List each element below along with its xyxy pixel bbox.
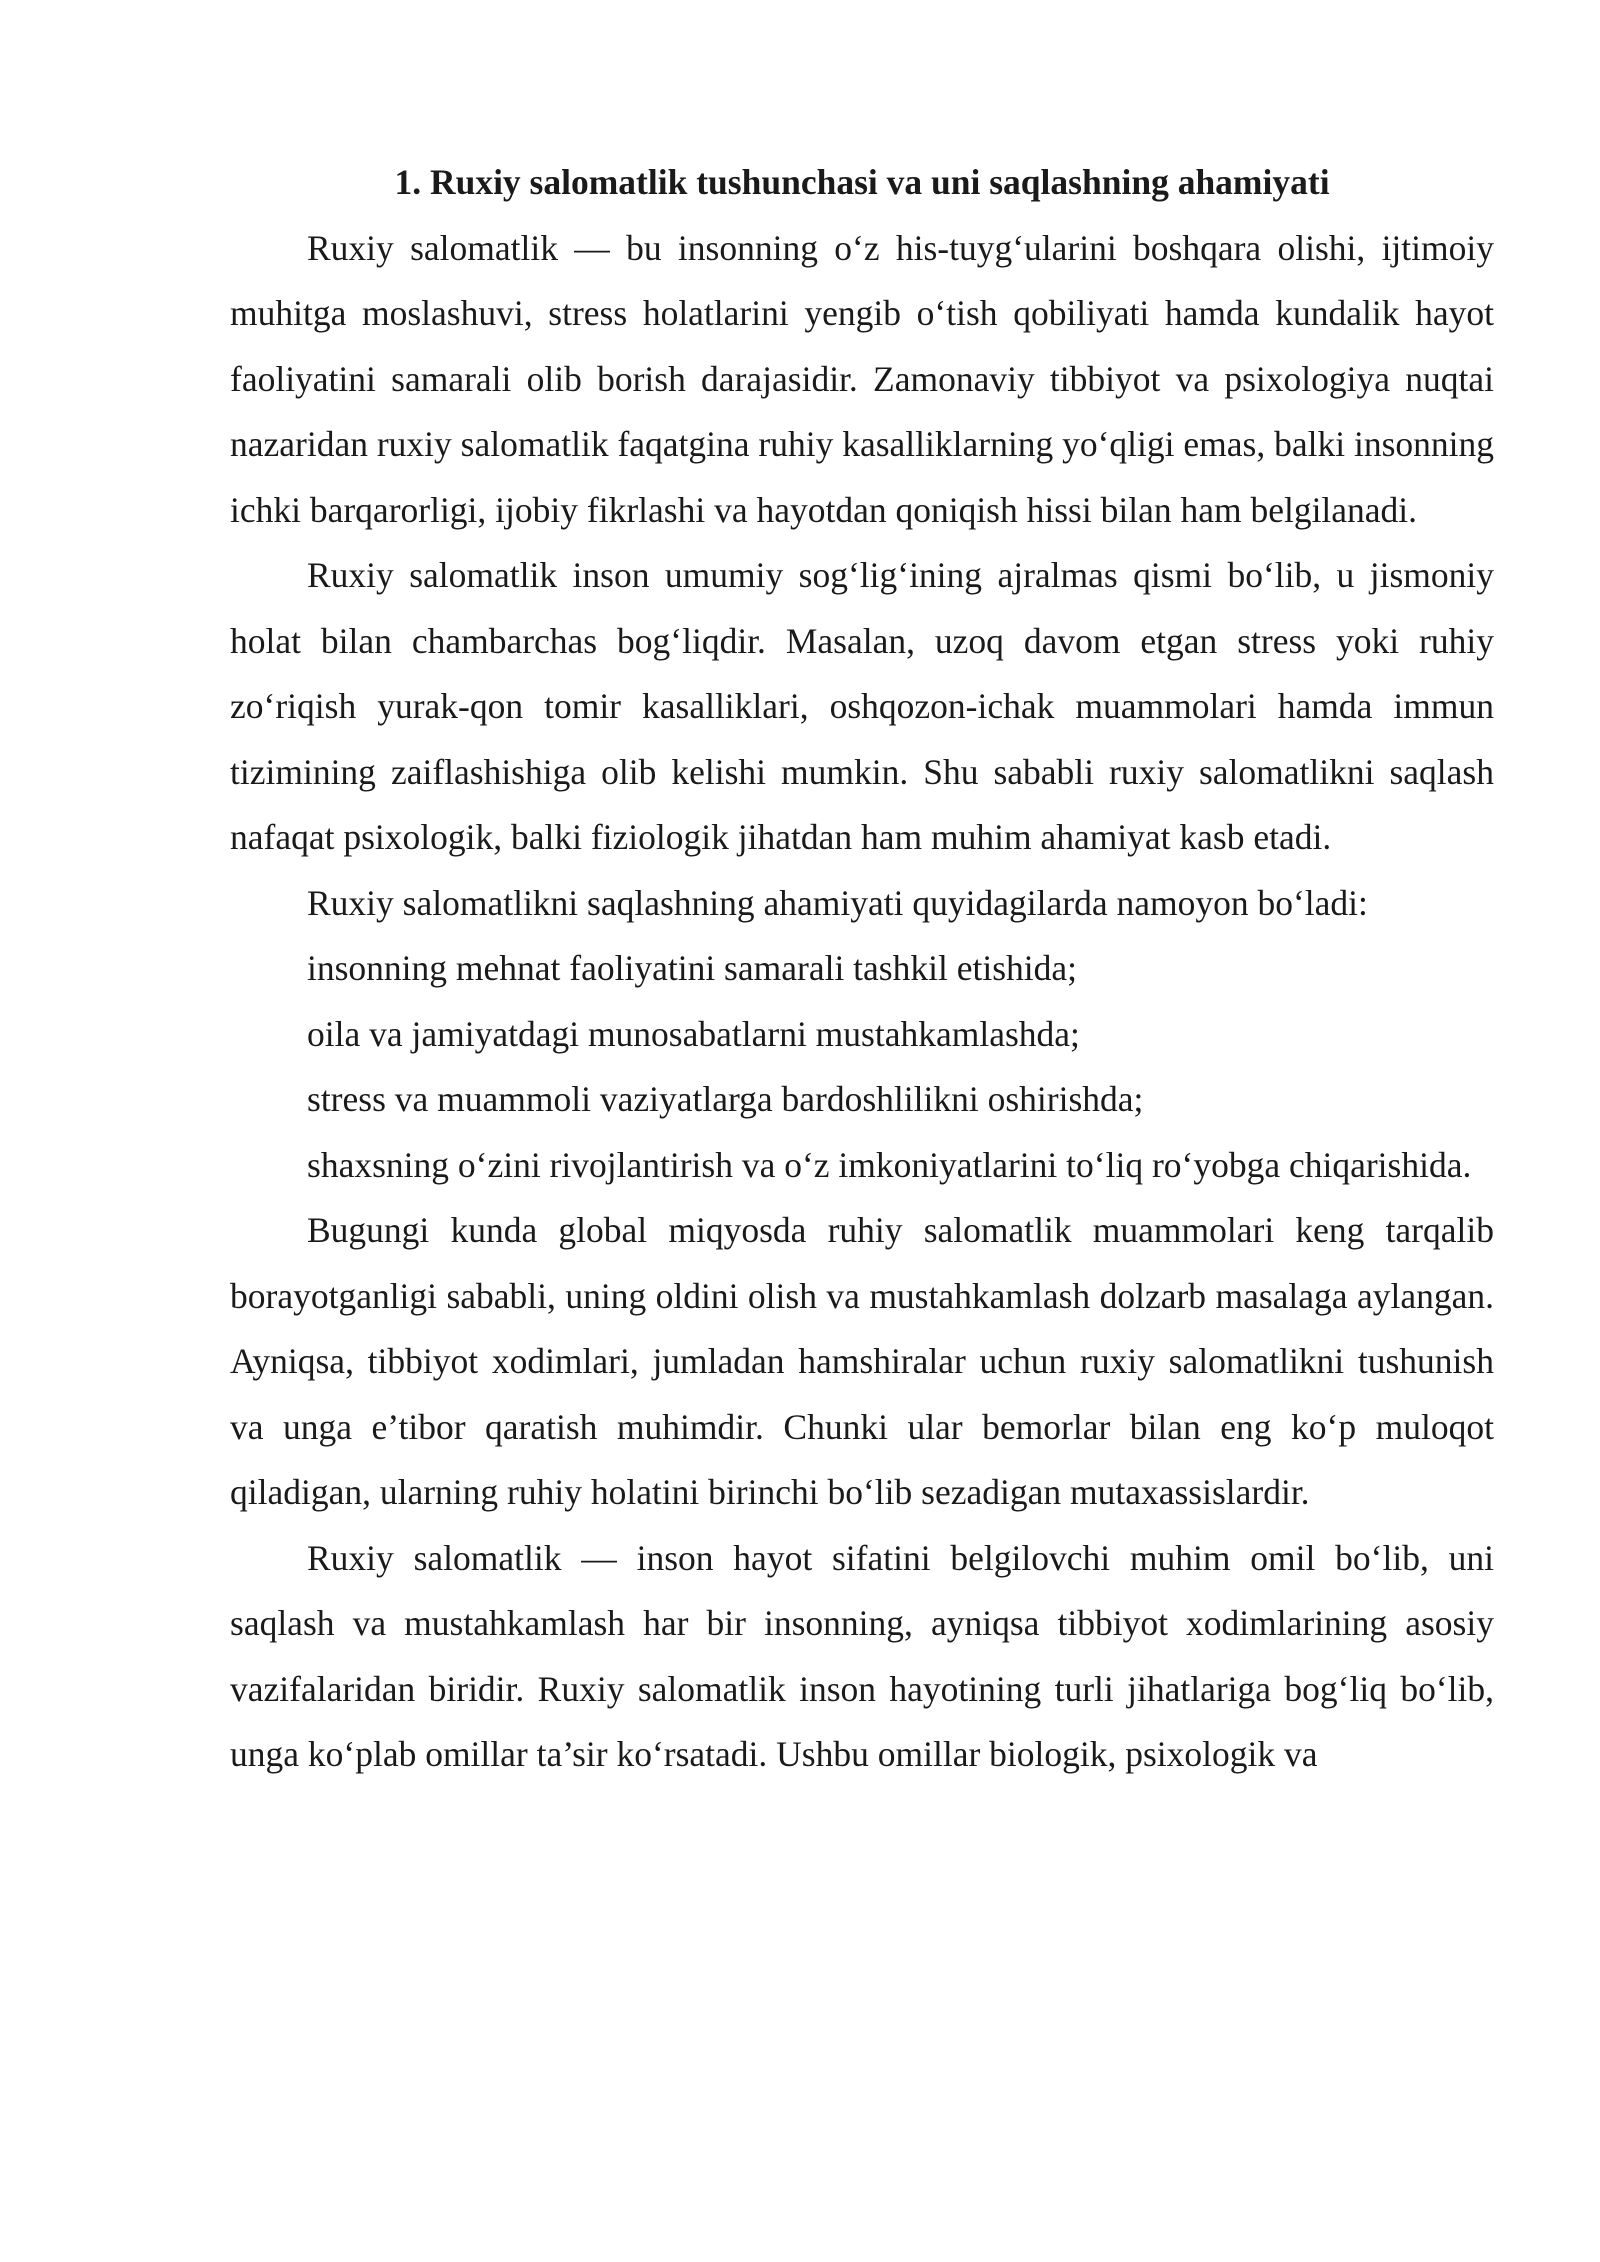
paragraph-definition: Ruxiy salomatlik — bu insonning o‘z his-tuyg‘ularini boshqara olishi, ijtimoiy muhitga moslashuvi, stress holatlarini yengib o‘tish qobiliyati hamda kundalik hayot faoliyatini samarali olib borish darajasidir. Zamonaviy tibbiyot va psixologiya nuqtai nazaridan ruxiy salomatlik faqatgina ruhiy kasalliklarning yo‘qligi emas, balki insonning ichki barqarorligi, ijobiy fikrlashi va hayotdan qoniqish hissi bilan ham belgilanadi. bbox=[230, 227, 1494, 530]
document-page bbox=[230, 150, 1494, 1788]
paragraph-physical-link: Ruxiy salomatlik inson umumiy sog‘lig‘ining ajralmas qismi bo‘lib, u jismoniy holat bilan chambarchas bog‘liqdir. Masalan, uzoq davom etgan stress yoki ruhiy zo‘riqish yurak-qon tomir kasalliklari, oshqozon-ichak muammolari hamda immun tizimining zaiflashishiga olib kelishi mumkin. Shu sababli ruxiy salomatlikni saqlash nafaqat psixologik, balki fiziologik jihatdan ham muhim ahamiyat kasb etadi. bbox=[230, 555, 1494, 857]
paragraph-quality-of-life: Ruxiy salomatlik — inson hayot sifatini belgilovchi muhim omil bo‘lib, uni saqlash va mustahkamlash har bir insonning, ayniqsa tibbiyot xodimlarining asosiy vazifalaridan biridir. Ruxiy salomatlik inson hayotining turli jihatlariga bog‘liq bo‘lib, unga ko‘plab omillar ta’sir ko‘rsatadi. Ushbu omillar biologik, psixologik va bbox=[230, 1537, 1494, 1774]
paragraph-importance-intro: Ruxiy salomatlikni saqlashning ahamiyati quyidagilarda namoyon bo‘ladi: bbox=[307, 882, 1368, 923]
section-heading: 1. Ruxiy salomatlik tushunchasi va uni saqlashning ahamiyati bbox=[394, 162, 1330, 202]
paragraph-global-issue: Bugungi kunda global miqyosda ruhiy salomatlik muammolari keng tarqalib borayotganligi sababli, uning oldini olish va mustahkamlash dolzarb masalaga aylangan. Ayniqsa, tibbiyot xodimlari, jumladan hamshiralar uchun ruxiy salomatlikni tushunish va unga e’tibor qaratish muhimdir. Chunki ular bemorlar bilan eng ko‘p muloqot qiladigan, ularning ruhiy holatini birinchi bo‘lib sezadigan mutaxassislardir. bbox=[230, 1210, 1494, 1512]
list-item-stress: stress va muammoli vaziyatlarga bardoshlilikni oshirishda; bbox=[307, 1079, 1144, 1119]
list-item-self-development: shaxsning o‘zini rivojlantirish va o‘z imkoniyatlarini to‘liq ro‘yobga chiqarishida. bbox=[307, 1144, 1472, 1185]
list-item-work: insonning mehnat faoliyatini samarali tashkil etishida; bbox=[307, 948, 1077, 988]
list-item-family: oila va jamiyatdagi munosabatlarni mustahkamlashda; bbox=[307, 1013, 1080, 1054]
